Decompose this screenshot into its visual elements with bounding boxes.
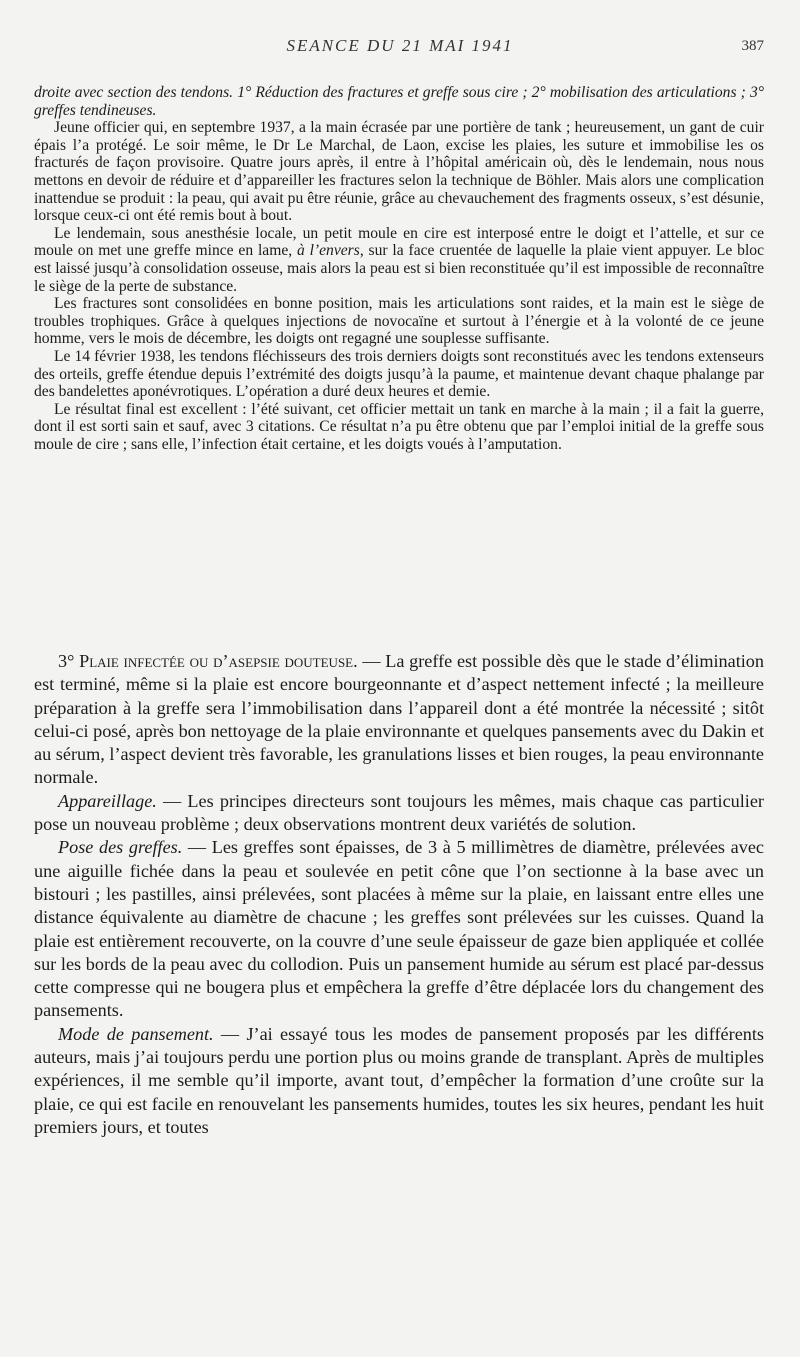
text-run: — J’ai essayé tous les modes de pansement proposés par les différents auteurs, mais j’ai toujours perdu une portion plus ou moins grande de transplant. Après de multiples expériences, il me semble qu’il importe, avant tout, d’empêcher la formation d’une croûte sur la plaie, ce qui est facile en renouvelant les pansements humides, toutes les six heures, pendant les huit premiers jours, et toutes <box>34 1023 764 1137</box>
section-heading: 3° Plaie infectée ou d’asepsie douteuse. <box>58 651 358 671</box>
section-heading: Pose des greffes. <box>58 837 183 858</box>
text-run: — Les principes directeurs sont toujours les mêmes, mais chaque cas particulier pose un nouveau problème ; deux observations montrent deux variétés de solution. <box>34 790 764 835</box>
paragraph-pansement <box>34 1023 764 1139</box>
paragraph-intro: droite avec section des tendons. 1° Réduction des fractures et greffe sous cire ; 2° mobilisation des articulations ; 3° greffes tendineuses. <box>34 84 764 119</box>
italic-phrase: à l’envers <box>296 242 360 260</box>
paragraph-case-history: Jeune officier qui, en septembre 1937, a la main écrasée par une portière de tank ; heureusement, un gant de cuir épais l’a protégé. Le soir même, le Dr Le Marchal, de Laon, excise les plaies, les suture et immobilise les os fracturés de façon provisoire. Quatre jours après, il entre à l’hôpital américain où, dès le lendemain, nous nous mettons en devoir de réduire et d’appareiller les fractures selon la technique de Böhler. Mais alors une complication inattendue se produit : la peau, qui avait pu être réunie, grâce au chevauchement des fragments osseux, s’est désunie, lorsque ceux-ci ont été remis bout à bout. <box>34 119 764 225</box>
case-report-section <box>34 84 764 453</box>
page-number: 387 <box>741 38 764 54</box>
running-title: SEANCE DU 21 MAI 1941 <box>286 36 514 55</box>
paragraph-tendons: Le 14 février 1938, les tendons fléchisseurs des trois derniers doigts sont reconstitués avec les tendons extenseurs des orteils, greffe étendue depuis l’extrémité des doigts jusqu’à la paume, et maintenue devant chaque phalange par des bandelettes aponévrotiques. L’opération a duré deux heures et demie. <box>34 347 764 401</box>
paragraph-pose-greffes <box>34 836 764 1022</box>
page-header <box>0 36 800 60</box>
text-run: — La greffe est possible dès que le stade d’élimination est terminé, même si la plaie est encore bourgeonnante et d’aspect nettement infecté ; la meilleure préparation à la greffe sera l’immobilisation dans l’appareil dont a été montrée la nécessité ; sitôt celui-ci posé, après bon nettoyage de la plaie environnante et quelques pansements avec du Dakin et au sérum, l’aspect devient très favorable, les granulations lisses et bien rouges, la peau environnante normale. <box>34 651 764 788</box>
paragraph-appareillage <box>34 790 764 837</box>
text-run: — Les greffes sont épaisses, de 3 à 5 millimètres de diamètre, prélevées avec une aiguille fichée dans la peau et soulevée en petit cône que l’on sectionne à la base avec un bistouri ; les pastilles, ainsi prélevées, sont placées à même sur la plaie, en laissant entre elles une distance équivalente au diamètre de chacune ; les greffes sont prélevées sur les cuisses. Quand la plaie est entièrement recouverte, on la couvre d’une seule épaisseur de gaze bien appliquée et collée sur les bords de la peau avec du collodion. Puis un pansement humide au sérum est placé par-dessus cette compresse qui ne bougera plus et empêchera la greffe d’être déplacée lors du changement des pansements. <box>34 837 764 1021</box>
paragraph-infected-wound <box>34 650 764 790</box>
section-heading: Appareillage. <box>58 790 157 811</box>
paragraph-fractures: Les fractures sont consolidées en bonne position, mais les articulations sont raides, et la main est le siège de troubles trophiques. Grâce à quelques injections de novocaïne et surtout à l’énergie et à la volonté de ce jeune homme, vers le mois de décembre, les doigts ont regagné une souplesse suffisante. <box>34 295 764 348</box>
section-heading: Mode de pansement. <box>58 1023 214 1044</box>
text-run: Le lendemain, sous anesthésie locale, un petit moule en cire est interposé entre le doigt et l’attelle, et sur ce moule on met une greffe mince en lame, <box>34 224 764 260</box>
paragraph-wax-mold <box>34 225 764 295</box>
main-section <box>34 650 764 1139</box>
paragraph-result: Le résultat final est excellent : l’été suivant, cet officier mettait un tank en marche à la main ; il a fait la guerre, dont il est sorti sain et sauf, avec 3 citations. Ce résultat n’a pu être obtenu que par l’emploi initial de la greffe sous moule de cire ; sans elle, l’infection était certaine, et les doigts voués à l’amputation. <box>34 400 764 453</box>
text-run: , sur la face cruentée de laquelle la plaie vient appuyer. Le bloc est laissé jusqu’à consolidation osseuse, mais alors la peau est si bien reconstituée qu’il est impossible de reconnaître le siège de la perte de substance. <box>34 242 764 295</box>
